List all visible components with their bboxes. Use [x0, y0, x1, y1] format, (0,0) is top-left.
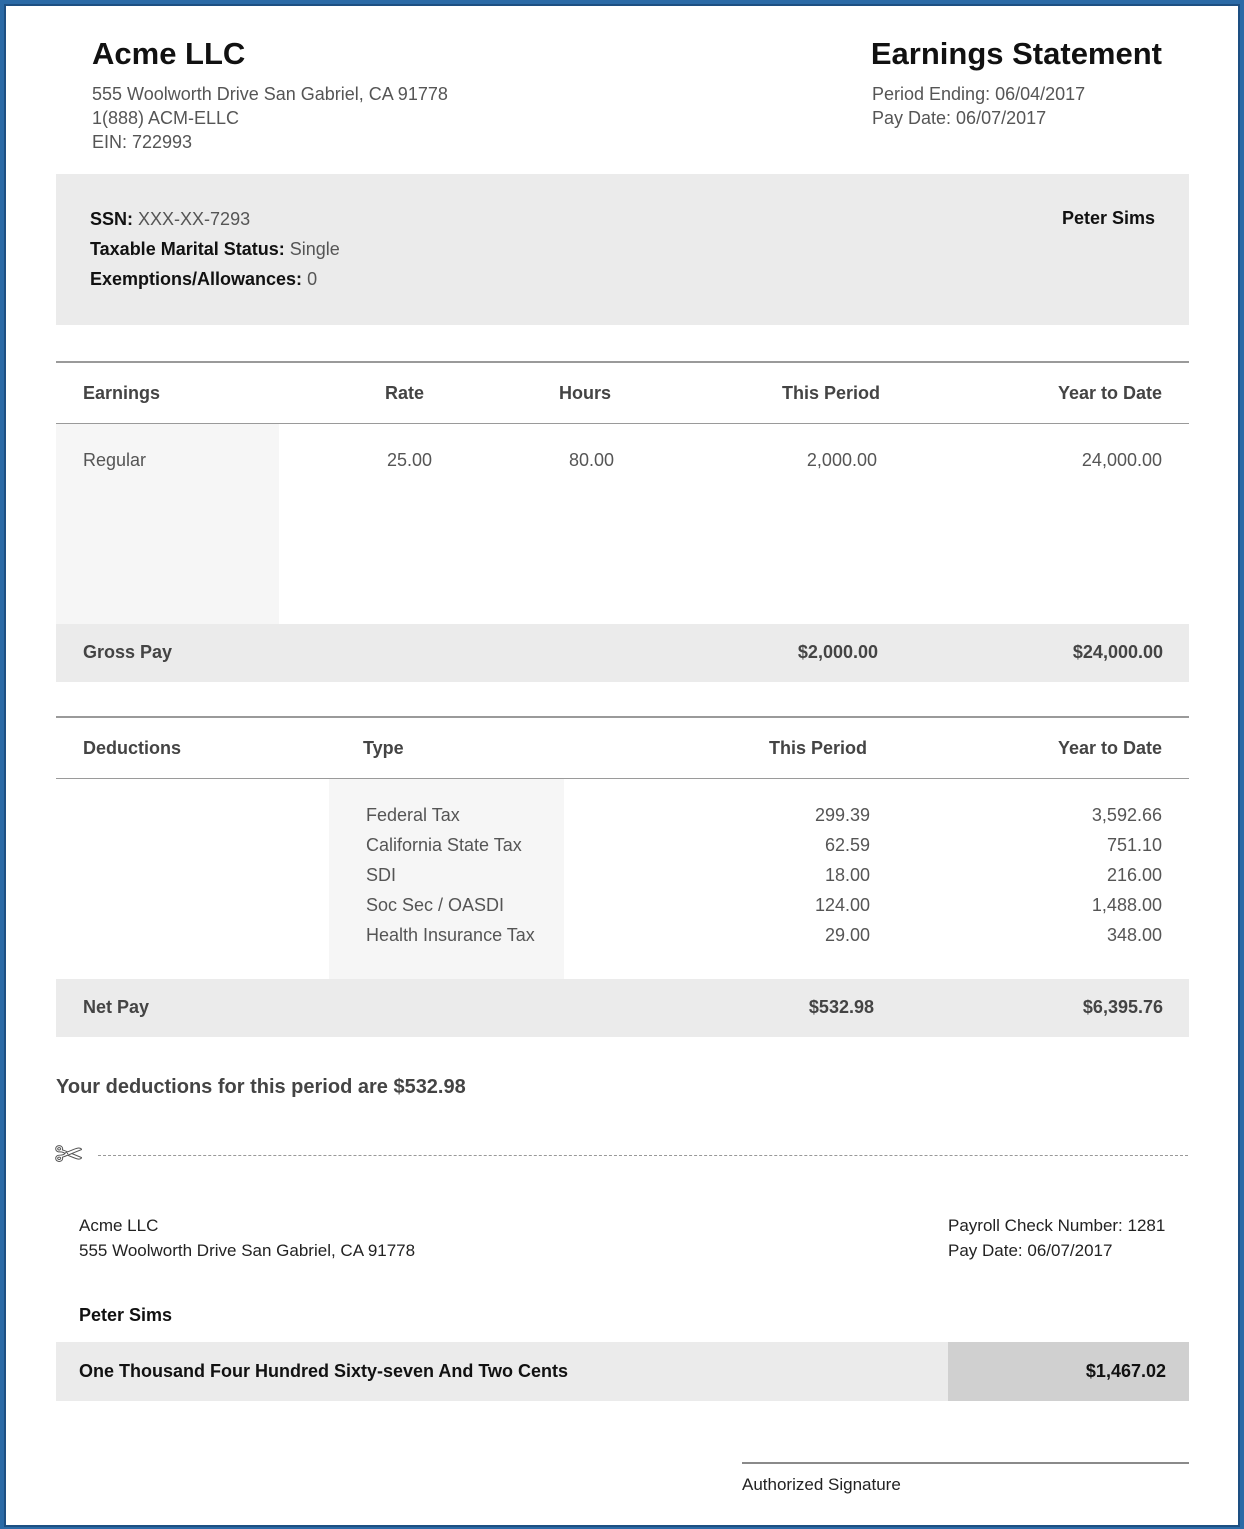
earnings-this-period-header: This Period [781, 383, 880, 403]
deduction-type: Federal Tax [366, 805, 460, 825]
deduction-this-period: 18.00 [824, 865, 870, 885]
deduction-this-period: 124.00 [814, 895, 870, 915]
deduction-ytd: 751.10 [1106, 835, 1162, 855]
earnings-row-rate: 25.00 [387, 450, 433, 470]
deduction-this-period: 62.59 [824, 835, 870, 855]
deductions-this-period-header: This Period [768, 738, 867, 758]
company-phone: 1(888) ACM-ELLC [92, 108, 240, 128]
marital-status-row [90, 239, 340, 260]
earnings-row-hours: 80.00 [569, 450, 615, 470]
deductions-header-rule [56, 778, 1189, 779]
employee-name: Peter Sims [1061, 208, 1155, 228]
deductions-summary: Your deductions for this period are $532.98 [56, 1076, 466, 1098]
net-pay-ytd: $6,395.76 [1082, 997, 1163, 1017]
earnings-table-top-rule [56, 361, 1189, 363]
deduction-ytd: 1,488.00 [1091, 895, 1162, 915]
check-pay-date: Pay Date: 06/07/2017 [948, 1241, 1113, 1260]
deduction-this-period: 299.39 [814, 805, 870, 825]
check-amount-bar [56, 1342, 1189, 1401]
marital-status-value: Single [289, 239, 340, 259]
period-ending: Period Ending: 06/04/2017 [872, 84, 1086, 104]
net-pay-this-period: $532.98 [808, 997, 874, 1017]
ssn-label: SSN: [90, 209, 134, 229]
marital-status-label: Taxable Marital Status: [90, 239, 285, 259]
net-pay-label: Net Pay [83, 997, 150, 1017]
check-company-name: Acme LLC [79, 1216, 159, 1235]
check-amount-box [948, 1342, 1189, 1401]
check-number: Payroll Check Number: 1281 [948, 1216, 1166, 1235]
hours-header: Hours [559, 383, 612, 403]
earnings-ytd-header: Year to Date [1057, 383, 1162, 403]
gross-pay-ytd: $24,000.00 [1072, 642, 1163, 662]
exemptions-row [90, 269, 317, 290]
earnings-row-name: Regular [83, 450, 147, 470]
net-pay-bar [56, 979, 1189, 1037]
deduction-this-period: 29.00 [824, 925, 870, 945]
deductions-table-top-rule [56, 716, 1189, 718]
deductions-header: Deductions [83, 738, 182, 758]
check-company-address: 555 Woolworth Drive San Gabriel, CA 91778 [79, 1241, 416, 1260]
company-ein: EIN: 722993 [92, 132, 193, 152]
signature-label: Authorized Signature [742, 1475, 901, 1494]
ssn-value: XXX-XX-7293 [138, 209, 251, 229]
scissors-icon: ✄ [54, 1136, 83, 1174]
deduction-ytd: 3,592.66 [1091, 805, 1162, 825]
deduction-ytd: 348.00 [1106, 925, 1162, 945]
earnings-row-ytd: 24,000.00 [1081, 450, 1162, 470]
deduction-type: California State Tax [366, 835, 522, 855]
company-address: 555 Woolworth Drive San Gabriel, CA 91778 [92, 84, 448, 104]
deduction-ytd: 216.00 [1106, 865, 1162, 885]
earnings-statement-page [4, 4, 1240, 1527]
earnings-header: Earnings [83, 383, 161, 403]
pay-date: Pay Date: 06/07/2017 [872, 108, 1047, 128]
company-name: Acme LLC [92, 36, 246, 71]
check-amount-words: One Thousand Four Hundred Sixty-seven And Two Cents [79, 1361, 569, 1381]
signature-line [742, 1462, 1189, 1464]
exemptions-value: 0 [307, 269, 318, 289]
gross-pay-this-period: $2,000.00 [797, 642, 878, 662]
ssn-row [90, 209, 250, 230]
deduction-type: Soc Sec / OASDI [366, 895, 505, 915]
type-header: Type [363, 738, 404, 758]
earnings-row-this-period: 2,000.00 [806, 450, 877, 470]
statement-title: Earnings Statement [870, 36, 1162, 71]
deduction-type: Health Insurance Tax [366, 925, 535, 945]
check-amount: $1,467.02 [1085, 1361, 1166, 1381]
check-payee: Peter Sims [79, 1305, 173, 1325]
cut-line [98, 1155, 1188, 1156]
rate-header: Rate [385, 383, 425, 403]
gross-pay-bar [56, 624, 1189, 682]
exemptions-label: Exemptions/Allowances: [90, 269, 303, 289]
deduction-type: SDI [366, 865, 397, 885]
deductions-ytd-header: Year to Date [1057, 738, 1162, 758]
gross-pay-label: Gross Pay [83, 642, 173, 662]
employee-info-box [56, 174, 1189, 325]
